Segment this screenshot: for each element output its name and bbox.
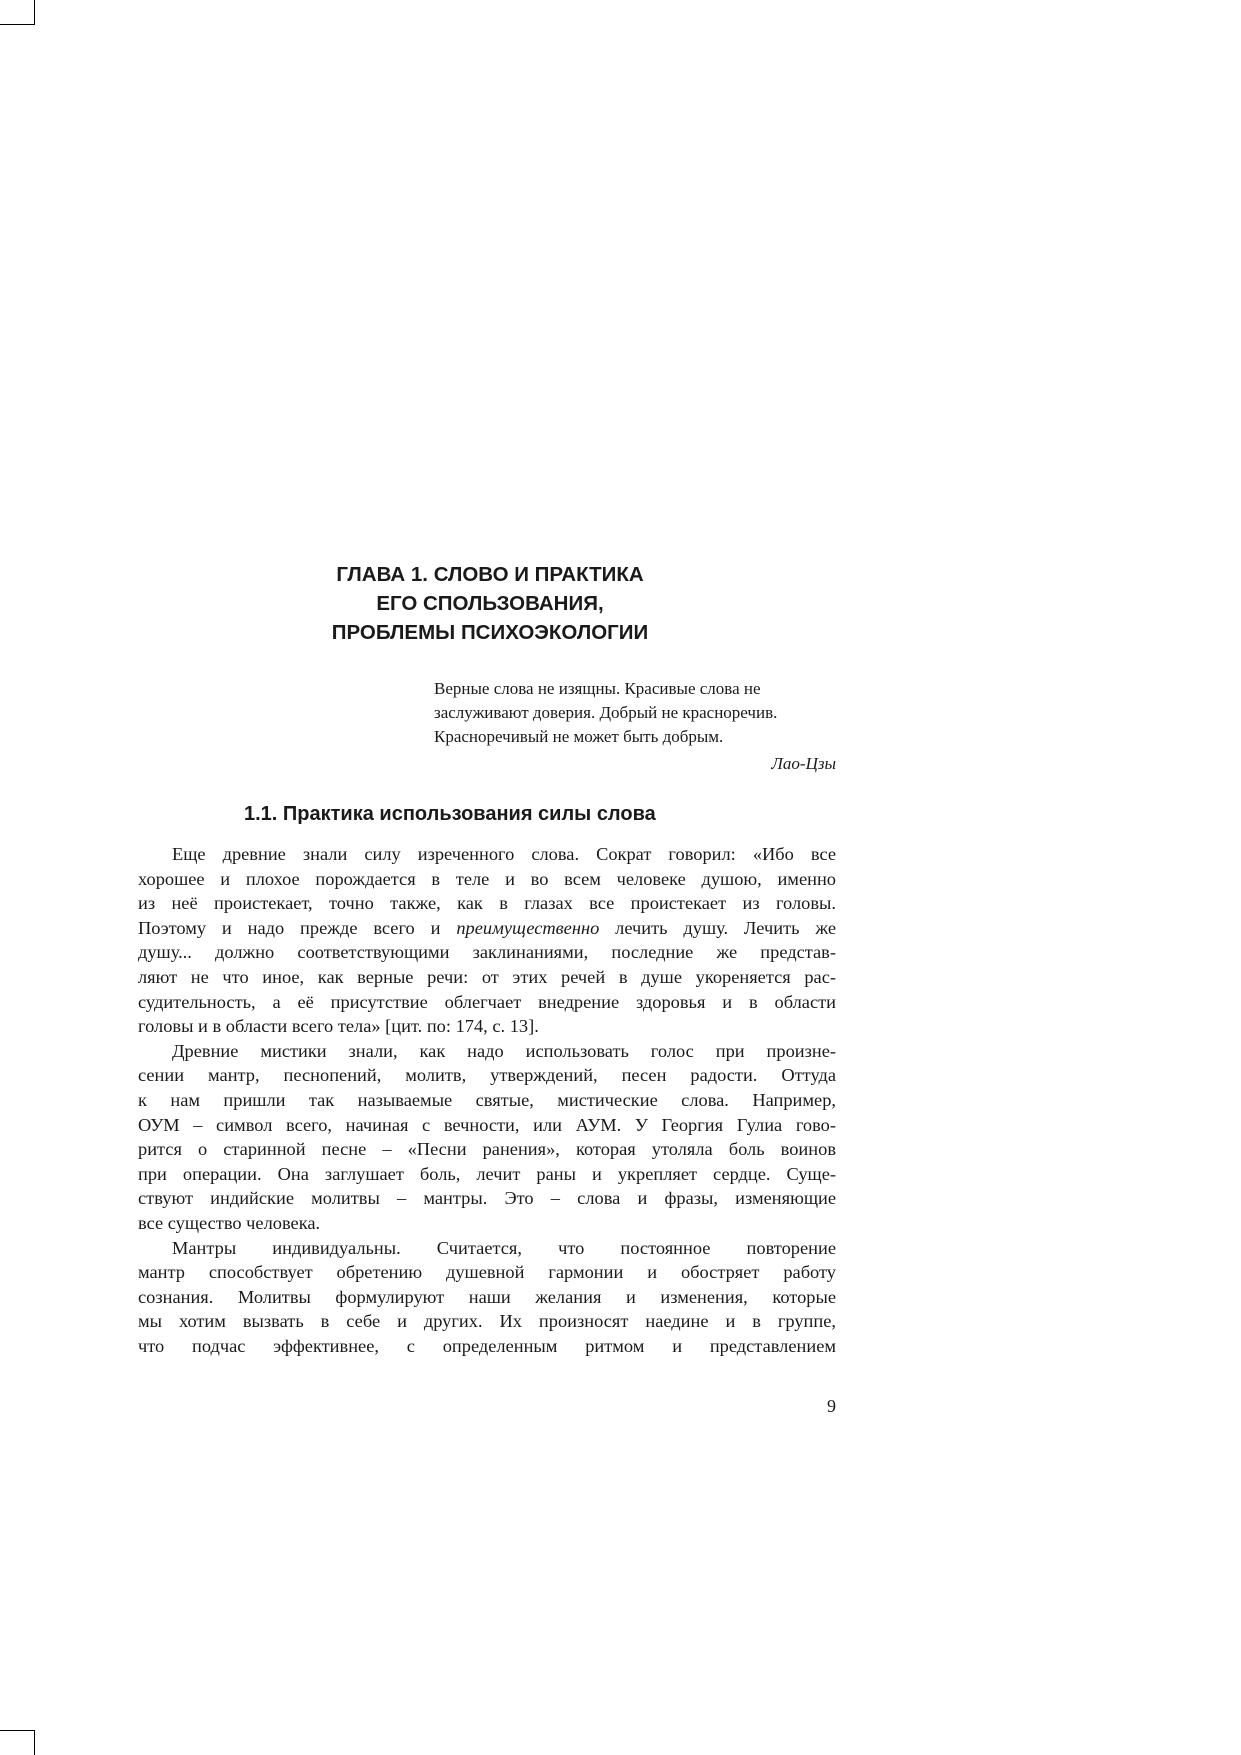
text-line: сознания. Молитвы формулируют наши желания и изменения, которые <box>138 1286 836 1307</box>
text-line: что подчас эффективнее, с определенным ритмом и представлением <box>138 1335 836 1356</box>
text-line: ляют не что иное, как верные речи: от этих речей в душе укореняется рас- <box>138 966 836 987</box>
text-line: ОУМ – символ всего, начиная с вечности, или АУМ. У Георгия Гулиа гово- <box>138 1114 836 1135</box>
text-fragment: Поэтому и надо прежде всего и <box>138 917 457 938</box>
crop-mark-top-vertical <box>34 0 35 25</box>
page-number: 9 <box>827 1396 836 1416</box>
emphasis-word: преимущественно <box>456 917 600 938</box>
text-line: мы хотим вызвать в себе и других. Их произносят наедине и в группе, <box>138 1311 836 1332</box>
text-line: Древние мистики знали, как надо использовать голос при произне- <box>172 1040 836 1061</box>
text-line: рится о старинной песне – «Песни ранения», которая утоляла боль воинов <box>138 1139 836 1160</box>
text-line: при операции. Она заглушает боль, лечит раны и укрепляет сердце. Суще- <box>138 1163 836 1184</box>
text-fragment: лечить душу. Лечить же <box>599 917 836 938</box>
text-line: душу... должно соответствующими заклинаниями, последние же представ- <box>138 942 836 963</box>
epigraph-line: Верные слова не изящны. Красивые слова не <box>434 679 761 698</box>
epigraph-line: заслуживают доверия. Добрый не красноречив. <box>434 703 778 722</box>
chapter-title-line: ПРОБЛЕМЫ ПСИХОЭКОЛОГИИ <box>331 621 649 644</box>
section-title: 1.1. Практика использования силы слова <box>244 803 656 825</box>
crop-mark-bottom-horizontal <box>0 1730 34 1731</box>
text-line: Еще древние знали силу изреченного слова. Сократ говорил: «Ибо все <box>172 844 836 864</box>
chapter-title-line: ГЛАВА 1. СЛОВО И ПРАКТИКА <box>336 563 644 586</box>
chapter-title <box>280 560 700 647</box>
text-line <box>138 916 836 941</box>
text-line: из неё проистекает, точно также, как в глазах все проистекает из головы. <box>138 893 836 914</box>
text-line: к нам пришли так называемые святые, мистические слова. Например, <box>138 1089 836 1110</box>
epigraph-line: Красноречивый не может быть добрым. <box>434 727 724 746</box>
body-text <box>138 842 836 1358</box>
text-line: ствуют индийские молитвы – мантры. Это – слова и фразы, изменяющие <box>138 1188 836 1209</box>
crop-mark-top-horizontal <box>0 24 34 25</box>
chapter-title-line: ЕГО СПОЛЬЗОВАНИЯ, <box>376 592 604 615</box>
text-line: головы и в области всего тела» [цит. по: 174, с. 13]. <box>138 1016 539 1037</box>
text-line: судительность, а её присутствие облегчает внедрение здоровья и в области <box>138 991 836 1012</box>
text-line: Мантры индивидуальны. Считается, что постоянное повторение <box>172 1237 836 1258</box>
text-line: сении мантр, песнопений, молитв, утверждений, песен радости. Оттуда <box>138 1065 836 1086</box>
epigraph <box>434 677 836 776</box>
text-line: мантр способствует обретению душевной гармонии и обостряет работу <box>138 1262 836 1283</box>
crop-mark-bottom-vertical <box>34 1730 35 1755</box>
text-line: хорошее и плохое порождается в теле и во всем человеке душою, именно <box>138 868 836 889</box>
epigraph-author: Лао-Цзы <box>771 754 836 773</box>
text-line: все существо человека. <box>138 1212 321 1233</box>
